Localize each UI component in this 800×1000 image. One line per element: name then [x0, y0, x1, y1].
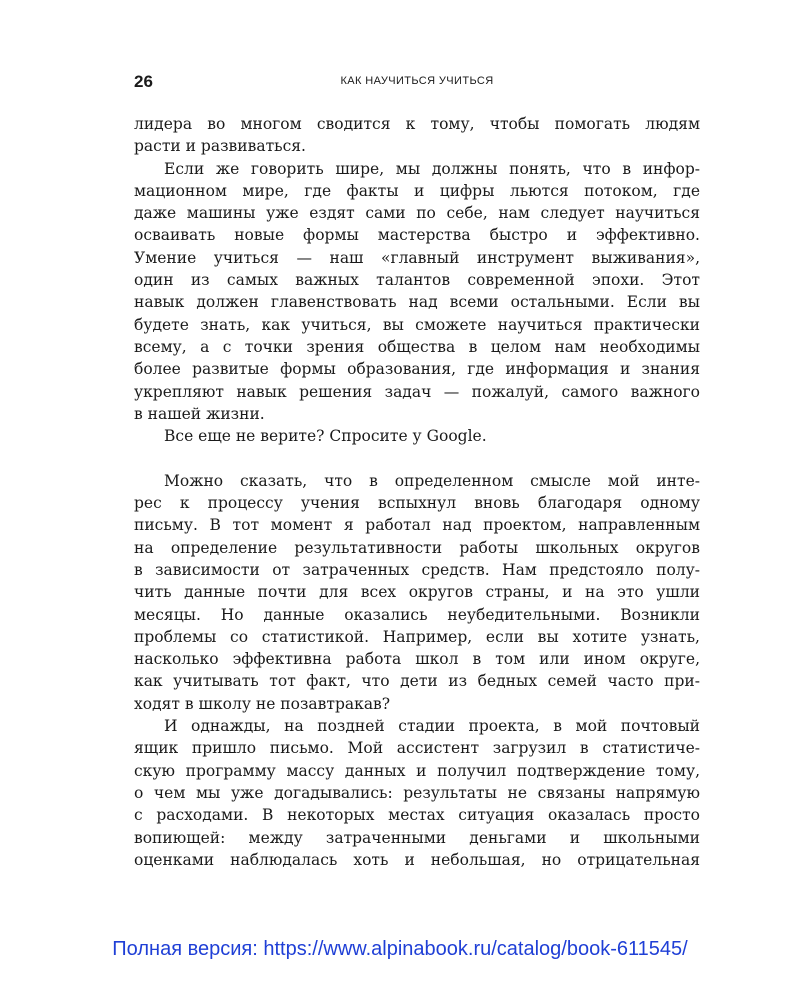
body-text — [134, 113, 700, 871]
running-head: КАК НАУЧИТЬСЯ УЧИТЬСЯ — [340, 75, 494, 87]
page-number: 26 — [134, 72, 153, 91]
text-line: как учитывать тот факт, что дети из бедных семей часто при- — [134, 672, 700, 691]
text-line: скую программу массу данных и получил подтверждение тому, — [134, 761, 700, 780]
text-line: на определение результативности работы школьных округов — [134, 538, 700, 557]
text-line: И однажды, на поздней стадии проекта, в мой почтовый — [164, 717, 700, 736]
text-line: насколько эффективна работа школ в том или ином округе, — [134, 650, 700, 669]
text-line: будете знать, как учиться, вы сможете научиться практически — [134, 315, 700, 334]
text-line: письму. В тот момент я работал над проектом, направленным — [134, 516, 700, 535]
text-line: ходят в школу не позавтракав? — [134, 694, 391, 713]
page-header — [134, 72, 700, 96]
text-line: один из самых важных талантов современной эпохи. Этот — [134, 271, 700, 290]
text-line: мационном мире, где факты и цифры льются потоком, где — [134, 181, 700, 200]
text-line: чить данные почти для всех округов страны, и на это ушли — [134, 583, 700, 602]
text-line: рес к процессу учения вспыхнул вновь благодаря одному — [134, 494, 700, 513]
text-line: всему, а с точки зрения общества в целом нам необходимы — [134, 337, 700, 356]
text-line: Умение учиться — наш «главный инструмент выживания», — [134, 248, 700, 267]
text-line: вопиющей: между затраченными деньгами и школьными — [134, 828, 700, 847]
text-line: более развитые формы образования, где информация и знания — [134, 360, 700, 379]
text-line: оценками наблюдалась хоть и небольшая, но отрицательная — [134, 850, 700, 869]
text-line: с расходами. В некоторых местах ситуация оказалась просто — [134, 806, 700, 825]
text-line: месяцы. Но данные оказались неубедительными. Возникли — [134, 605, 700, 624]
text-line: в нашей жизни. — [134, 404, 265, 423]
text-line: навык должен главенствовать над всеми остальными. Если вы — [134, 293, 700, 312]
text-line: даже машины уже ездят сами по себе, нам следует научиться — [134, 204, 700, 223]
text-line: ящик пришло письмо. Мой ассистент загрузил в статистиче- — [134, 739, 700, 758]
text-line: о чем мы уже догадывались: результаты не связаны напрямую — [134, 783, 700, 802]
text-line: расти и развиваться. — [134, 137, 306, 156]
text-line: проблемы со статистикой. Например, если вы хотите узнать, — [134, 627, 700, 646]
text-line: лидера во многом сводится к тому, чтобы помогать людям — [134, 115, 700, 133]
text-line: в зависимости от затраченных средств. Нам предстояло полу- — [134, 560, 700, 579]
section-break — [134, 447, 700, 469]
text-line: Если же говорить шире, мы должны понять, что в инфор- — [164, 159, 700, 178]
text-line: Все еще не верите? Спросите у Google. — [164, 427, 487, 446]
text-line: укрепляют навык решения задач — пожалуй, самого важного — [134, 382, 700, 401]
text-line: осваивать новые формы мастерства быстро и эффективно. — [134, 226, 700, 245]
text-line: Можно сказать, что в определенном смысле мой инте- — [164, 471, 700, 490]
full-version-link[interactable]: Полная версия: https://www.alpinabook.ru/catalog/book-611545/ — [112, 938, 688, 960]
